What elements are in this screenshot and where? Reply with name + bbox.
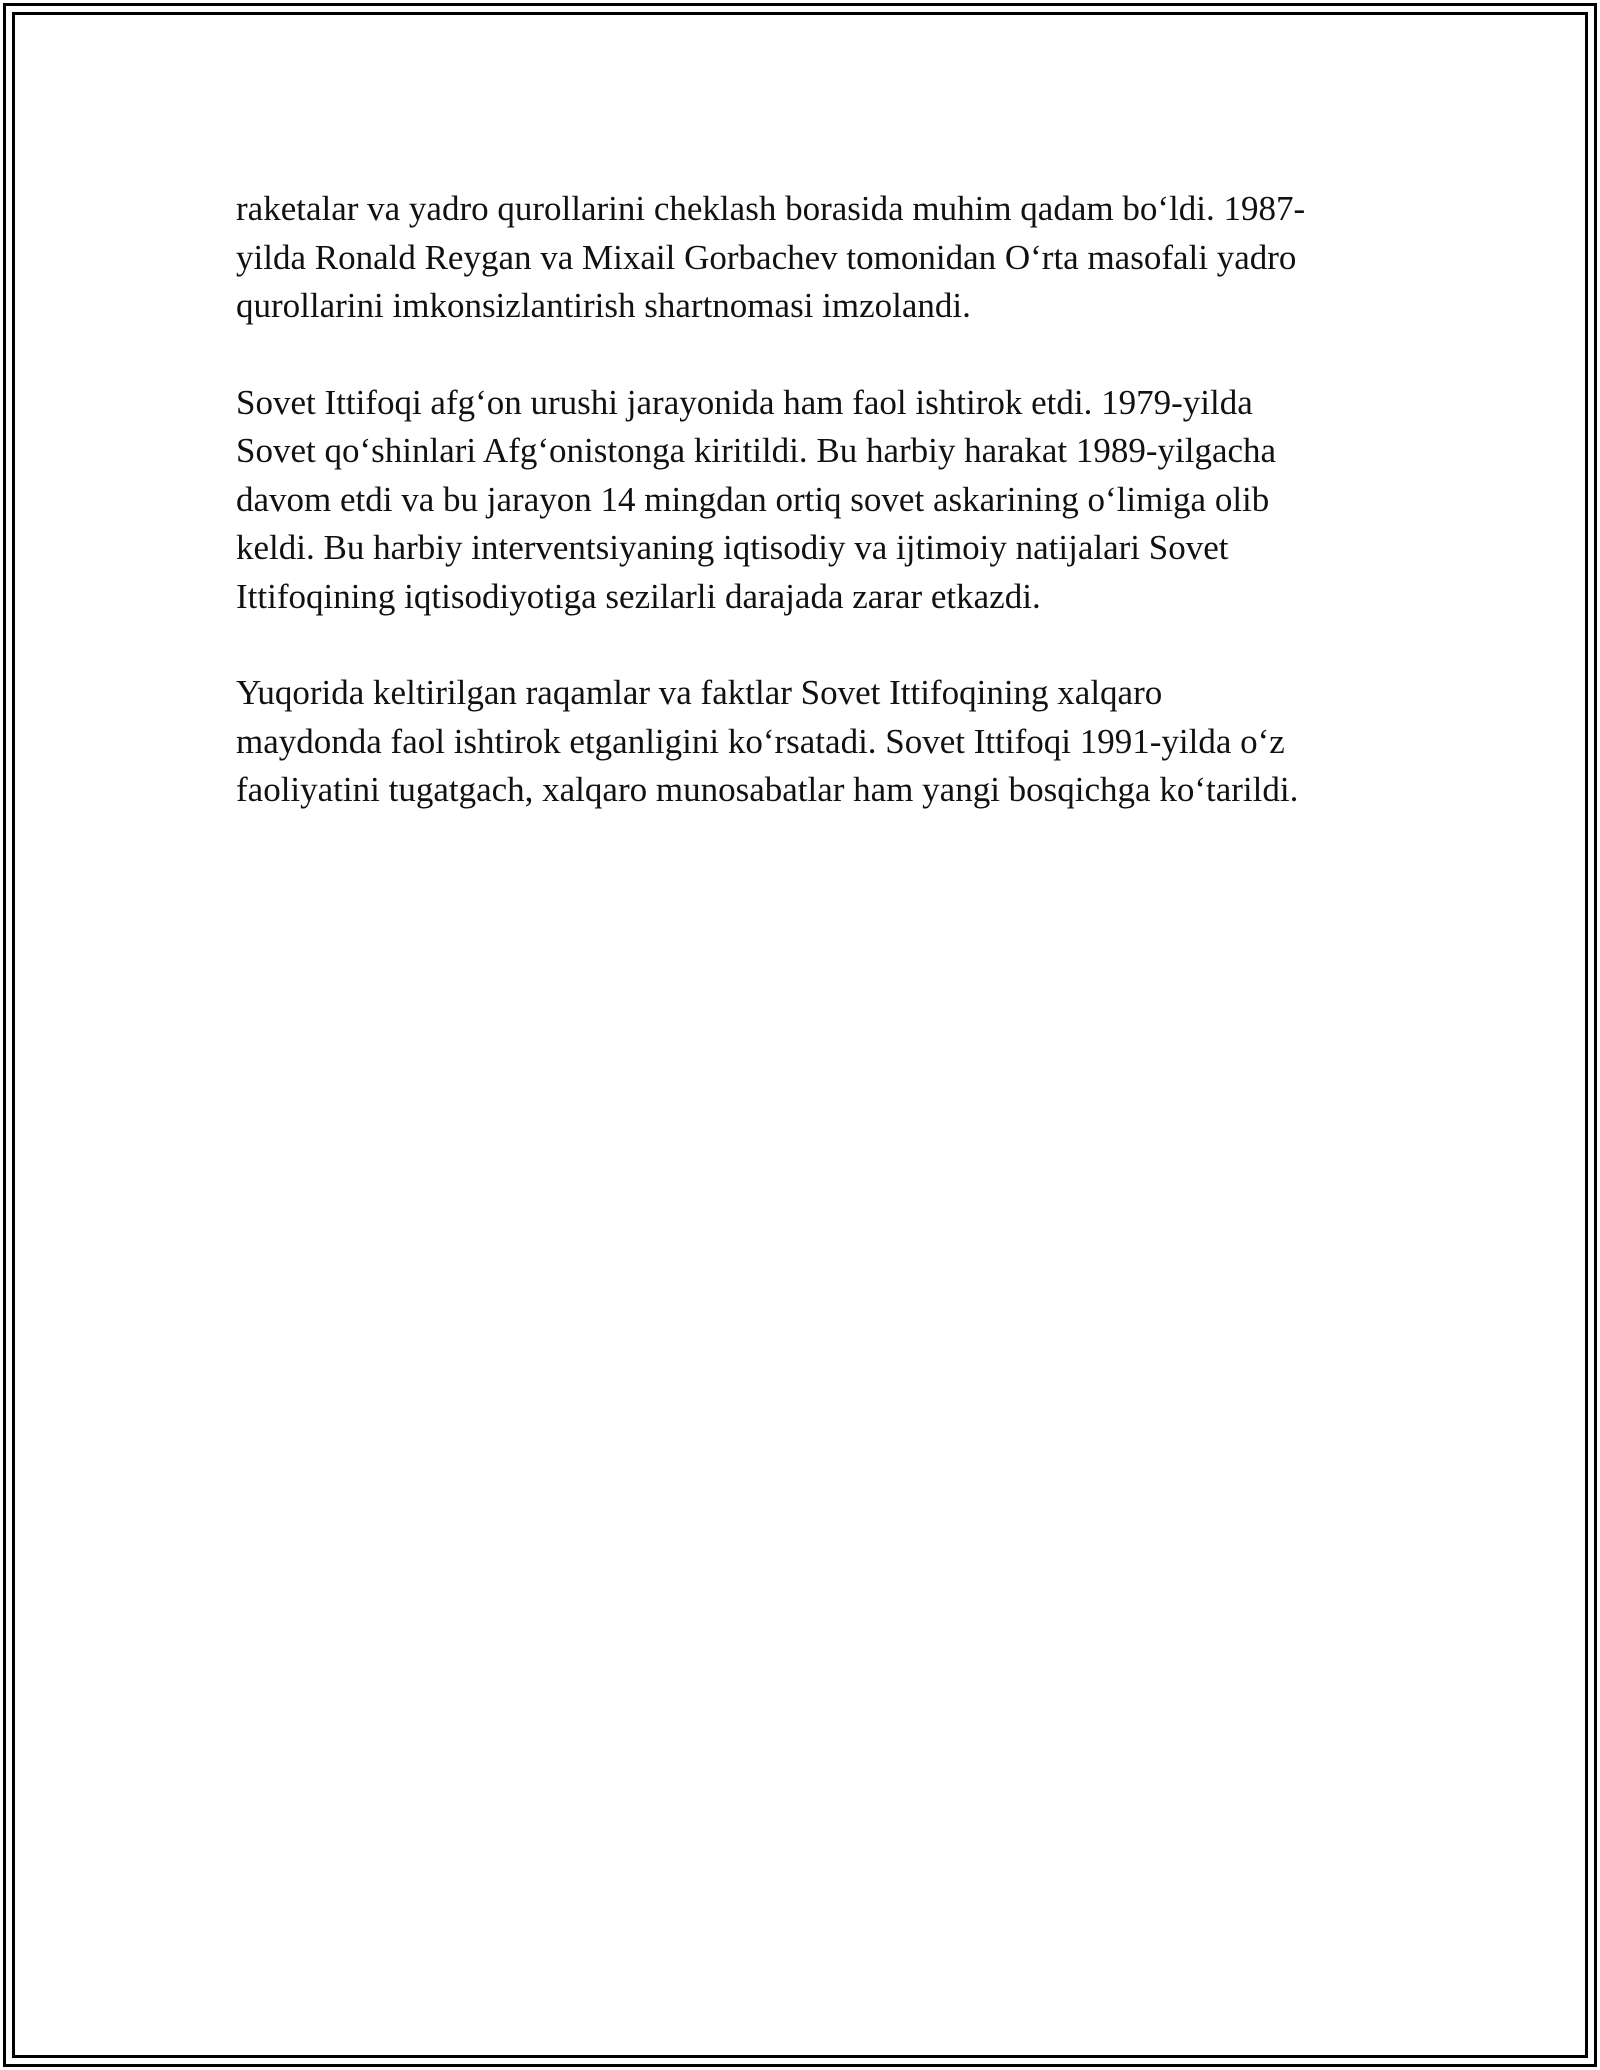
paragraph-3: Yuqorida keltirilgan raqamlar va faktlar Sovet Ittifoqining xalqaro maydonda faol ishtirok etganligini ko‘rsatadi. Sovet Ittifoqi 1991-yilda o‘z faoliyatini tugatgach, xalqaro munosabatlar ham yangi bosqichga ko‘tarildi. [236, 673, 1299, 809]
document-body [236, 185, 1376, 863]
paragraph-1: raketalar va yadro qurollarini cheklash borasida muhim qadam bo‘ldi. 1987- yilda Ronald Reygan va Mixail Gorbachev tomonidan O‘rta masofali yadro qurollarini imkonsizlantirish shartnomasi imzolandi. [236, 189, 1306, 325]
paragraph-2: Sovet Ittifoqi afg‘on urushi jarayonida ham faol ishtirok etdi. 1979-yilda Sovet qo‘shinlari Afg‘onistonga kiritildi. Bu harbiy harakat 1989-yilgacha davom etdi va bu jarayon 14 mingdan ortiq sovet askarining o‘limiga olib keldi. Bu harbiy interventsiyaning iqtisodiy va ijtimoiy natijalari Sovet Ittifoqining iqtisodiyotiga sezilarli darajada zarar etkazdi. [236, 382, 1277, 616]
